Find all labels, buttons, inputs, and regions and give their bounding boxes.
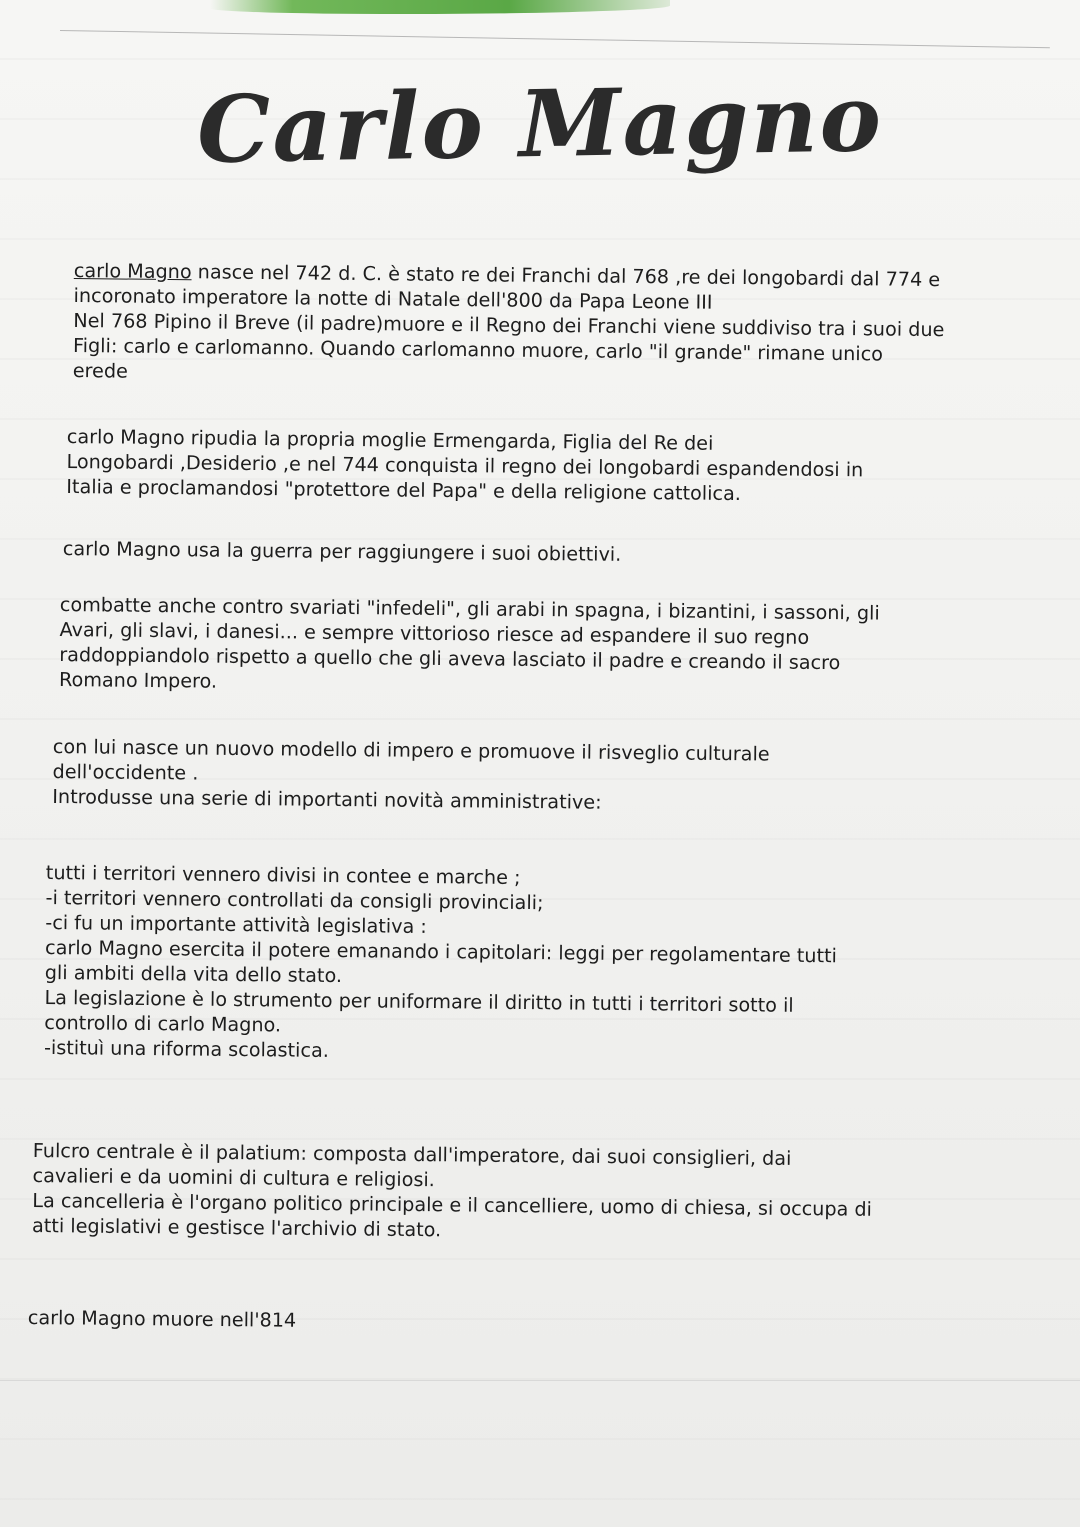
- text-line: gli ambiti della vita dello stato.: [44, 960, 343, 988]
- text-line: con lui nasce un nuovo modello di impero e promuove il risveglio culturale: [52, 734, 770, 766]
- green-marker-stroke: [210, 0, 670, 14]
- text-line: atti legislativi e gestisce l'archivio di stato.: [31, 1213, 442, 1242]
- text-line: carlo Magno esercita il potere emanando i capitolari: leggi per regolamentare tutti: [44, 935, 838, 968]
- text-line: erede: [72, 358, 129, 383]
- text-line: Fulcro centrale è il palatium: composta dall'imperatore, dai suoi consiglieri, dai: [32, 1139, 792, 1170]
- text-line: Introdusse una serie di importanti novità amministrative:: [52, 784, 602, 814]
- text-segment: nasce nel 742 d. C. è stato re dei Franchi dal 768 ,re dei longobardi dal 774 e: [191, 260, 941, 292]
- paragraph-intro: [73, 258, 945, 392]
- paragraph-ermengarda: [66, 424, 863, 507]
- text-line: -i territori vennero controllati da consigli provinciali;: [45, 885, 544, 915]
- paragraph-morte: [28, 1305, 297, 1333]
- page-title: Carlo Magno: [196, 64, 884, 184]
- text-line: Nel 768 Pipino il Breve (il padre)muore e il Regno dei Franchi viene suddiviso tra i suoi due: [73, 308, 945, 342]
- top-ruled-line: [60, 30, 1050, 48]
- text-line: Italia e proclamandosi "protettore del Papa" e della religione cattolica.: [66, 474, 742, 506]
- text-line: carlo Magno usa la guerra per raggiungere i suoi obiettivi.: [62, 536, 622, 566]
- text-line: -istituì una riforma scolastica.: [43, 1035, 329, 1062]
- text-line: Figli: carlo e carlomanno. Quando carlomanno muore, carlo "il grande" rimane unico: [72, 333, 884, 366]
- text-line: controllo di carlo Magno.: [44, 1010, 282, 1037]
- text-line: carlo Magno muore nell'814: [27, 1306, 297, 1332]
- text-line: -ci fu un importante attività legislativa :: [45, 910, 427, 938]
- paragraph-nuovo-modello: [52, 734, 770, 817]
- paragraph-guerra: [63, 536, 622, 567]
- paragraph-novita-amministrative: [44, 860, 838, 1068]
- text-line: Longobardi ,Desiderio ,e nel 744 conquista il regno dei longobardi espandendosi in: [66, 449, 864, 482]
- underlined-name: carlo Magno: [73, 258, 192, 284]
- text-line: combatte anche contro svariati "infedeli", gli arabi in spagna, i bizantini, i sassoni, gli: [59, 592, 880, 625]
- text-line: Romano Impero.: [58, 667, 218, 693]
- text-line: La legislazione è lo strumento per uniformare il diritto in tutti i territori sotto il: [44, 985, 794, 1017]
- text-line: incoronato imperatore la notte di Natale dell'800 da Papa Leone III: [73, 283, 713, 314]
- text-line: Avari, gli slavi, i danesi... e sempre vittorioso riesce ad espandere il suo regno: [59, 617, 810, 649]
- text-line: cavalieri e da uomini di cultura e religiosi.: [32, 1163, 435, 1192]
- text-line: raddoppiandolo rispetto a quello che gli aveva lasciato il padre e creando il sacro: [59, 642, 841, 675]
- bottom-ruled-line: [0, 1380, 1080, 1381]
- paragraph-palatium: [32, 1138, 873, 1247]
- text-line: La cancelleria è l'organo politico principale e il cancelliere, uomo di chiesa, si occupa di: [32, 1188, 873, 1221]
- text-line: carlo Magno ripudia la propria moglie Ermengarda, Figlia del Re dei: [66, 424, 714, 455]
- paragraph-infedeli: [59, 592, 880, 701]
- text-line: dell'occidente .: [52, 759, 199, 785]
- text-line: tutti i territori vennero divisi in contee e marche ;: [45, 860, 521, 889]
